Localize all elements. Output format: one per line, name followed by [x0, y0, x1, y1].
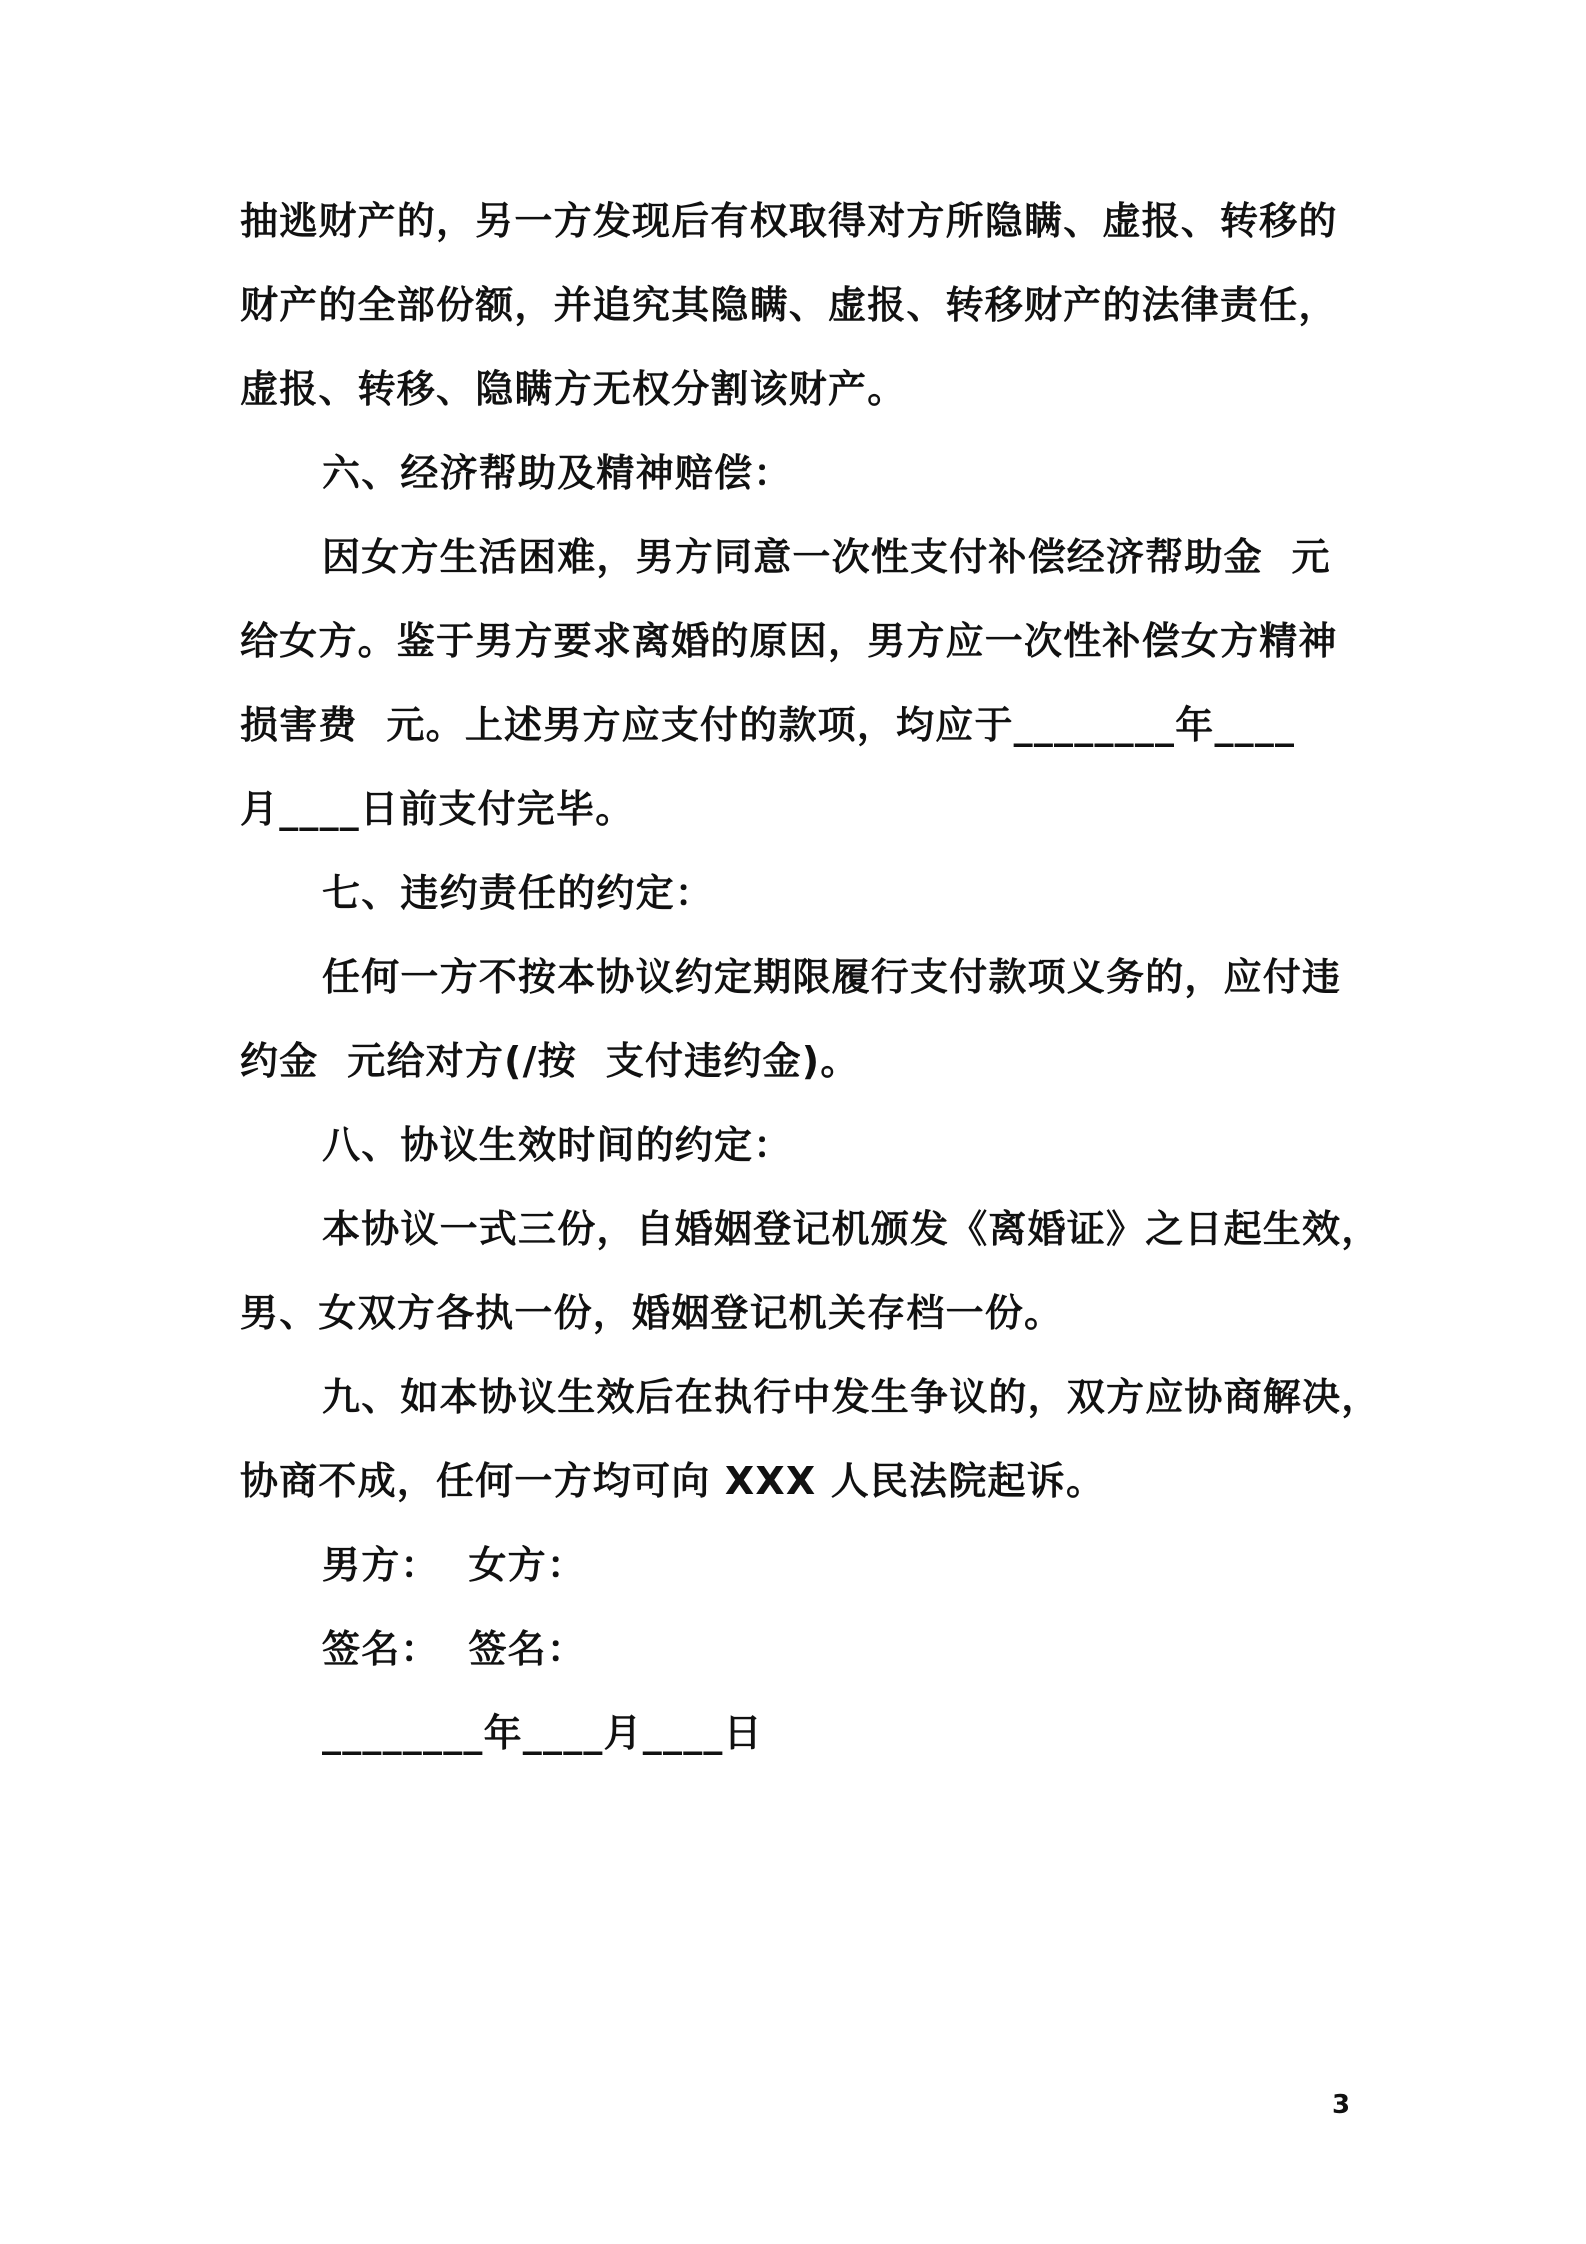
- text-line: 财产的全部份额，并追究其隐瞒、虚报、转移财产的法律责任，: [240, 283, 1338, 327]
- text-line: 给女方。鉴于男方要求离婚的原因，男方应一次性补偿女方精神: [240, 619, 1338, 663]
- section-heading-8: 八、协议生效时间的约定：: [322, 1123, 793, 1167]
- text-line: 损害费 元。上述男方应支付的款项，均应于________年____: [240, 703, 1296, 747]
- section-heading-7: 七、违约责任的约定：: [322, 871, 715, 915]
- signature-parties: 男方： 女方：: [322, 1543, 587, 1587]
- text-line: 月____日前支付完毕。: [240, 787, 635, 831]
- text-line: 虚报、转移、隐瞒方无权分割该财产。: [240, 367, 907, 411]
- text-line: 男、女双方各执一份，婚姻登记机关存档一份。: [240, 1291, 1064, 1335]
- page-number: 3: [1332, 2090, 1351, 2120]
- text-line: 约金 元给对方(/按 支付违约金)。: [240, 1039, 860, 1083]
- signature-date: ________年____月____日: [322, 1711, 763, 1755]
- text-line: 抽逃财产的，另一方发现后有权取得对方所隐瞒、虚报、转移的: [240, 199, 1338, 243]
- text-line: 任何一方不按本协议约定期限履行支付款项义务的，应付违: [322, 955, 1342, 999]
- text-line: 因女方生活困难，男方同意一次性支付补偿经济帮助金 元: [322, 535, 1331, 579]
- signature-labels: 签名： 签名：: [322, 1627, 587, 1671]
- text-line: 本协议一式三份，自婚姻登记机颁发《离婚证》之日起生效，: [322, 1207, 1381, 1251]
- text-line: 协商不成，任何一方均可向 XXX 人民法院起诉。: [240, 1459, 1106, 1503]
- section-heading-9: 九、如本协议生效后在执行中发生争议的，双方应协商解决，: [322, 1375, 1381, 1419]
- section-heading-6: 六、经济帮助及精神赔偿：: [322, 451, 793, 495]
